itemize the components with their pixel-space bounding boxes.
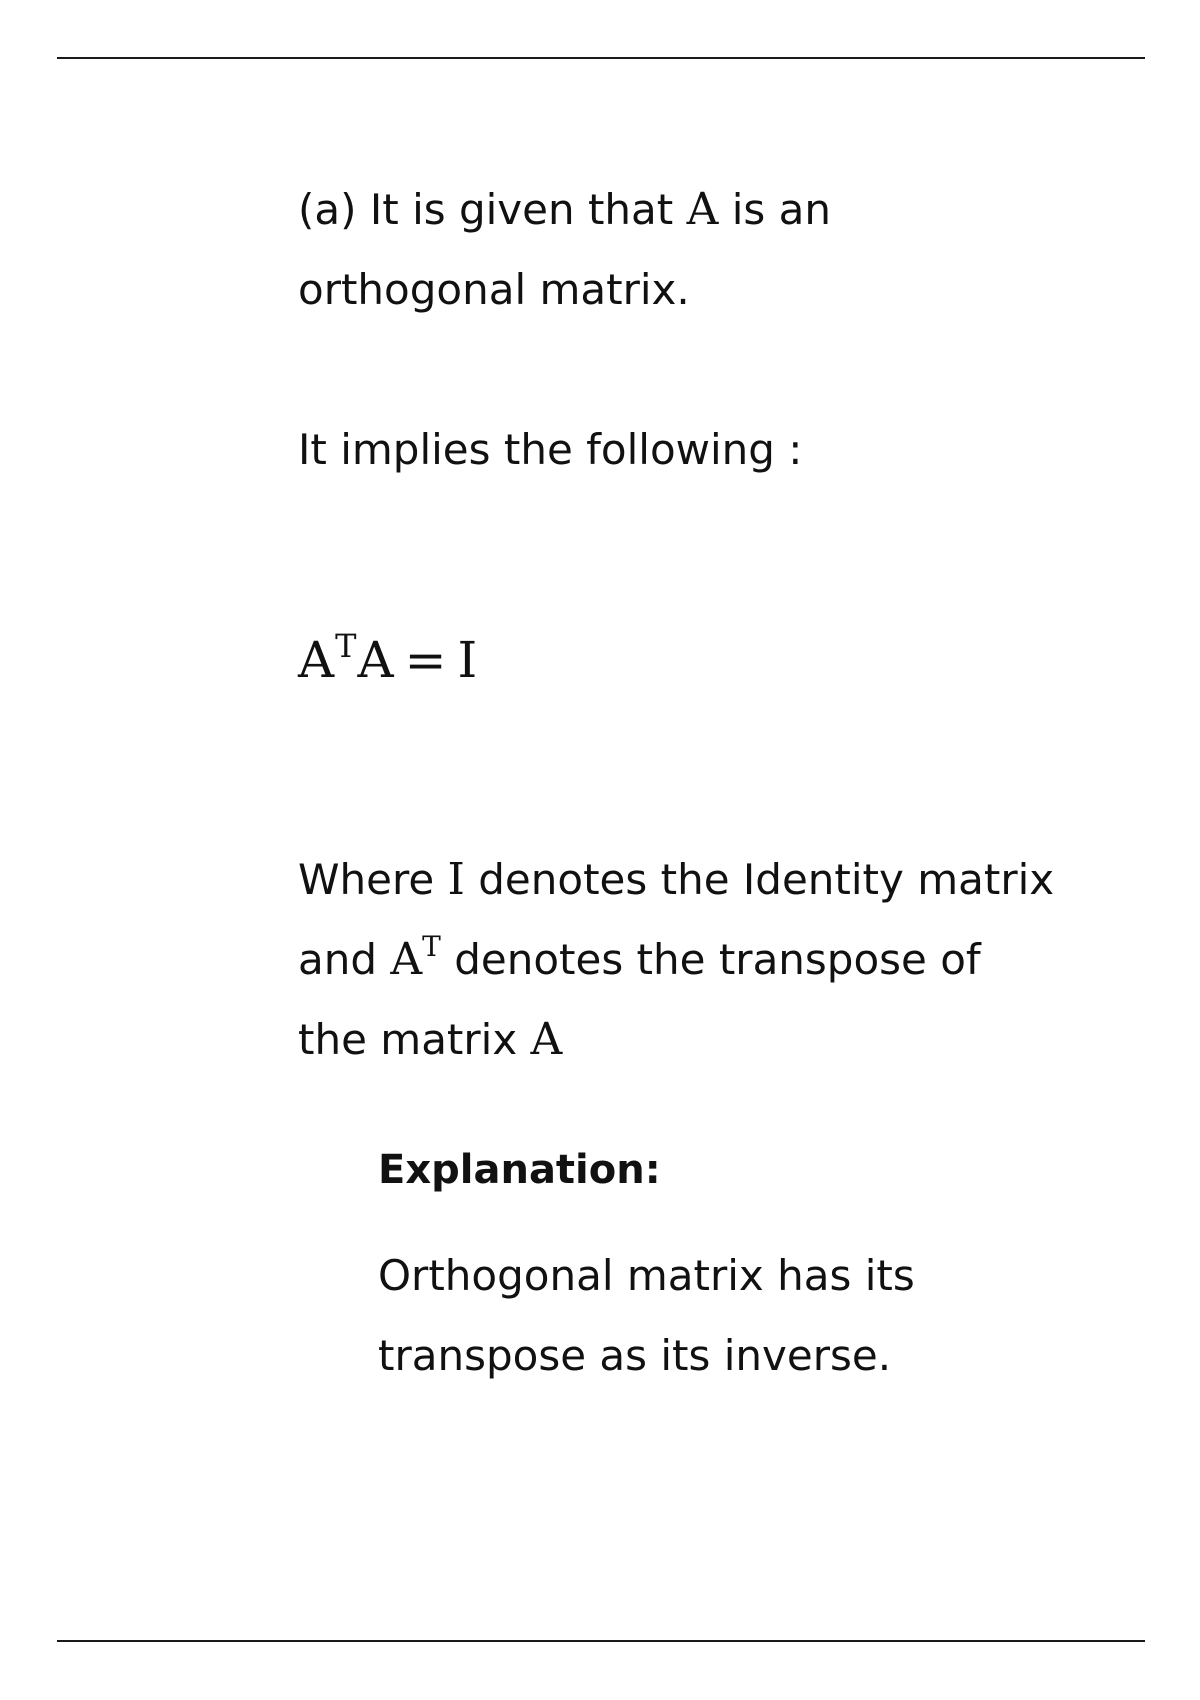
equation-equals: = [404,631,448,689]
top-divider [57,57,1145,59]
explanation-text: Orthogonal matrix has its transpose as its inverse. [378,1251,915,1380]
matrix-a-symbol-end: A [530,1014,563,1065]
a-transpose-superscript: T [422,930,441,963]
paragraph-implies: It implies the following : [298,425,803,474]
equation-transpose-superscript: T [335,627,358,665]
bottom-divider [57,1640,1145,1642]
equation-a-transpose-base: A [298,631,336,689]
a-transpose-base: A [390,934,423,985]
paragraph-given [298,170,1058,330]
where-text-2: denotes the Identity matrix and [298,855,1055,984]
explanation-heading: Explanation: [378,1147,661,1193]
a-transpose-symbol [390,930,441,985]
where-text-3: denotes the transpose of the matrix [298,935,981,1064]
equation-a: A [357,631,395,689]
document-content [298,170,1058,1396]
given-text-suffix: is an orthogonal matrix. [298,185,831,314]
identity-symbol: I [447,854,465,905]
equation-identity: I [457,631,479,689]
where-text-1: Where [298,855,448,904]
matrix-a-symbol: A [686,184,719,235]
explanation-section [378,1140,1058,1396]
orthogonality-equation [298,620,1058,700]
given-text-prefix: (a) It is given that [298,185,687,234]
paragraph-where [298,840,1058,1080]
